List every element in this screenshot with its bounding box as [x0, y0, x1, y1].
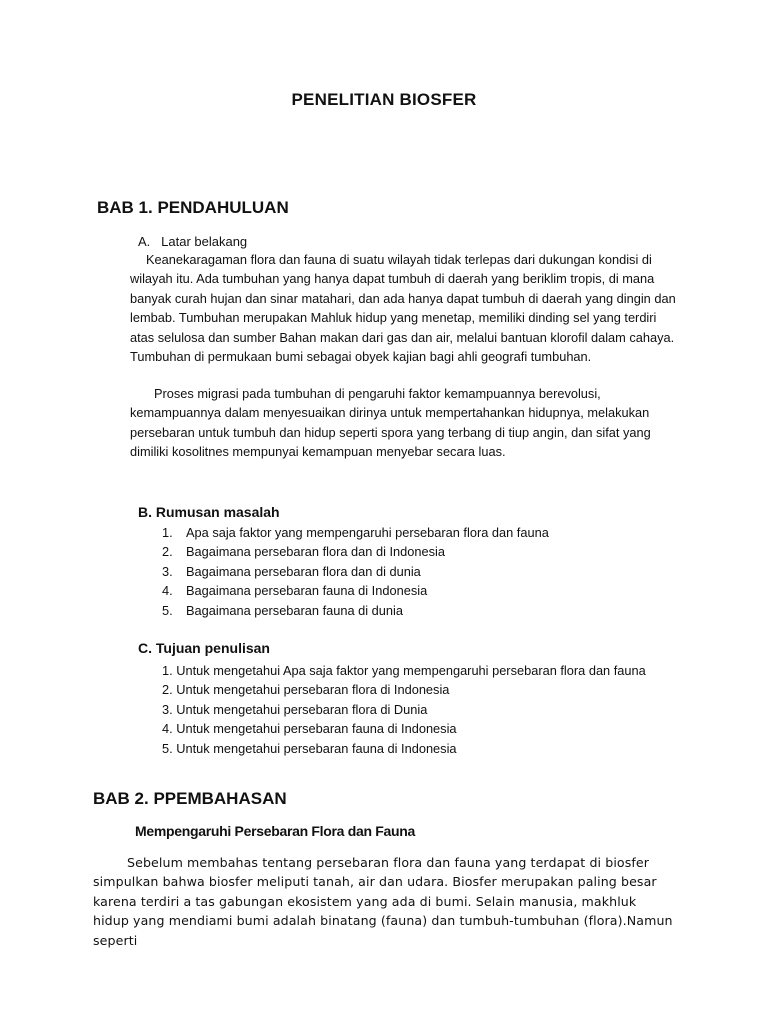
bab2-heading: BAB 2. PPEMBAHASAN [93, 789, 287, 808]
list-item: 3. Bagaimana persebaran flora dan di dunia [162, 563, 421, 579]
list-item: 1. Untuk mengetahui Apa saja faktor yang mempengaruhi persebaran flora dan fauna [162, 663, 646, 678]
bab2-paragraph: Sebelum membahas tentang persebaran flora dan fauna yang terdapat di biosfer simpulkan bahwa biosfer meliputi tanah, air dan udara. Biosfer merupakan paling besar karena terdiri a tas gabungan ekosistem yang ada di bumi. Selain manusia, makhluk hidup yang mendiami bumi adalah binatang (fauna) dan tumbuh-tumbuhan (flora).Namun seperti [93, 855, 673, 948]
document-title: PENELITIAN BIOSFER [291, 90, 477, 109]
section-a-title: Latar belakang [161, 234, 248, 249]
tujuan-penulisan-list [162, 661, 672, 758]
list-item: 1. Apa saja faktor yang mempengaruhi persebaran flora dan fauna [162, 525, 549, 540]
latar-belakang-paragraph-1: Keanekaragaman flora dan fauna di suatu wilayah tidak terlepas dari dukungan kondisi di wilayah itu. Ada tumbuhan yang hanya dapat tumbuh di daerah yang beriklim tropis, di mana banyak curah hujan dan sinar matahari, dan ada hanya dapat tumbuh di daerah yang dingin dan lembab. Tumbuhan merupakan Mahluk hidup yang menetap, memiliki dinding sel yang terdiri atas selulosa dan sumber Bahan makan dari gas dan air, melalui bantuan klorofil dalam cahaya. Tumbuhan di permukaan bumi sebagai obyek kajian bagi ahli geografi tumbuhan. [130, 252, 676, 365]
section-a-label [138, 234, 247, 249]
list-item: 5. Bagaimana persebaran fauna di dunia [162, 602, 403, 618]
list-item: 4. Untuk mengetahui persebaran fauna di Indonesia [162, 721, 457, 737]
list-item: 3. Untuk mengetahui persebaran flora di Dunia [162, 701, 428, 717]
list-item: 2. Untuk mengetahui persebaran flora di Indonesia [162, 682, 450, 698]
bab2-subheading: Mempengaruhi Persebaran Flora dan Fauna [135, 823, 416, 839]
tujuan-penulisan-heading: C. Tujuan penulisan [138, 640, 270, 656]
section-a-marker: A. [138, 234, 151, 249]
rumusan-masalah-list [162, 523, 549, 620]
rumusan-masalah-heading: B. Rumusan masalah [138, 504, 280, 520]
latar-belakang-paragraph-2: Proses migrasi pada tumbuhan di pengaruhi faktor kemampuannya berevolusi, kemampuannya dalam menyesuaikan dirinya untuk mempertahankan hidupnya, melakukan persebaran untuk tumbuh dan hidup seperti spora yang terbang di tiup angin, dan sifat yang dimiliki kosolitnes mempunyai kemampuan menyebar secara luas. [130, 386, 651, 460]
list-item: 2. Bagaimana persebaran flora dan di Indonesia [162, 544, 445, 560]
bab1-heading: BAB 1. PENDAHULUAN [97, 198, 289, 217]
list-item: 5. Untuk mengetahui persebaran fauna di Indonesia [162, 740, 457, 756]
list-item: 4. Bagaimana persebaran fauna di Indonesia [162, 583, 428, 599]
